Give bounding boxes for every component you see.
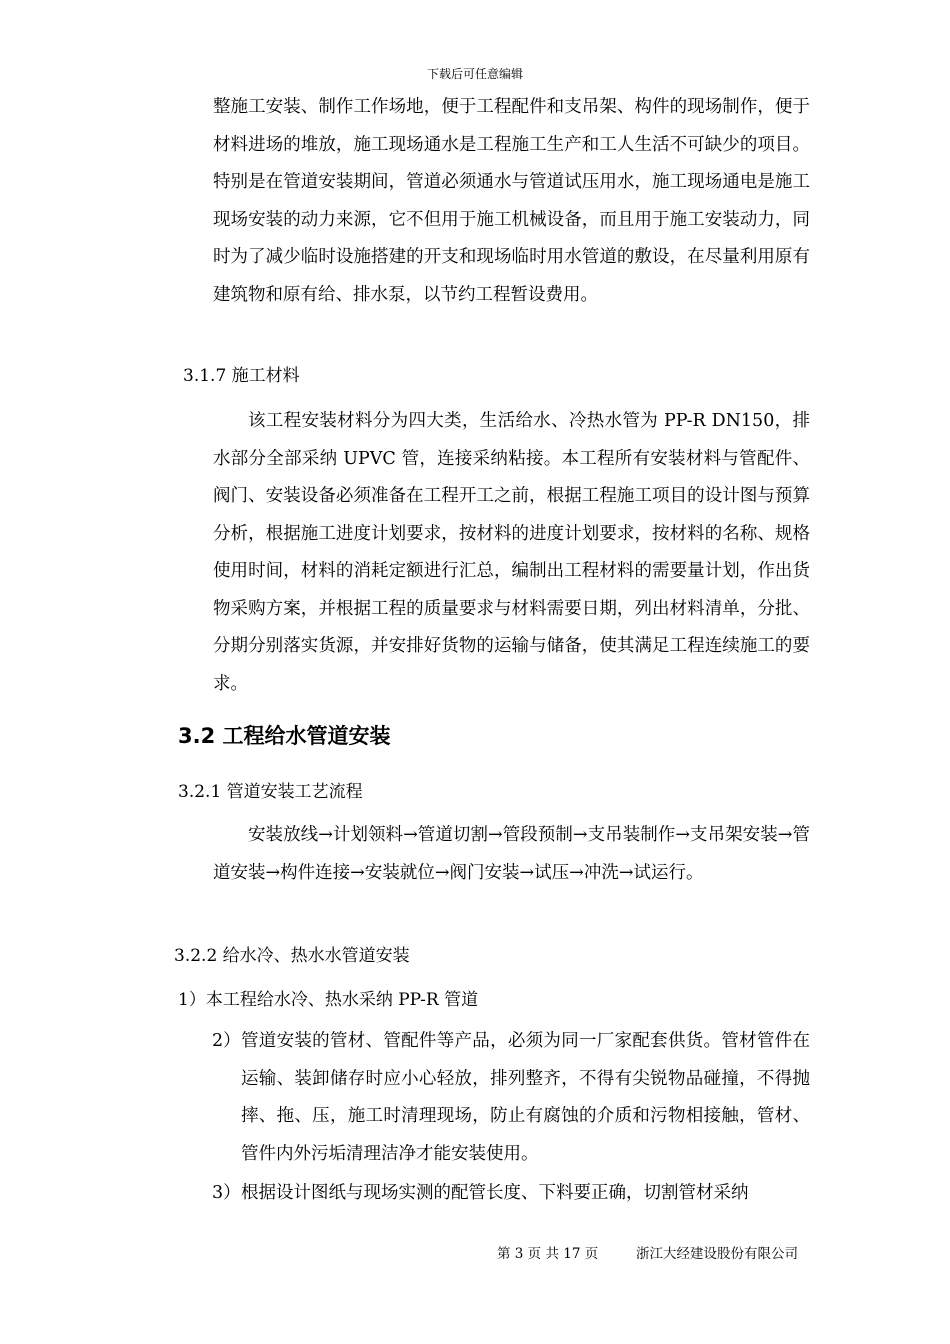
list-item-2-text: 管道安装的管材、管配件等产品，必须为同一厂家配套供货。管材管件在运输、装卸储存时应小心轻放，排列整齐，不得有尖锐物品碰撞，不得抛摔、拖、压，施工时清理现场，防止有腐蚀的介质和污物相接触，管材、管件内外污垢清理洁净才能安装使用。 xyxy=(241,1031,810,1164)
list-item-3 xyxy=(212,1175,810,1213)
list-item-3-text: 根据设计图纸与现场实测的配管长度、下料要正确，切割管材采纳 xyxy=(241,1183,749,1203)
list-item-2-number: 2） xyxy=(212,1031,241,1051)
footer-company-name: 浙江大经建设股份有限公司 xyxy=(636,1246,798,1262)
section-heading-3-2: 3.2 工程给水管道安装 xyxy=(178,724,391,748)
header-note: 下载后可任意编辑 xyxy=(426,67,523,81)
subsection-heading-3-2-2: 3.2.2 给水冷、热水水管道安装 xyxy=(174,946,410,966)
list-item-1: 1）本工程给水冷、热水采纳 PP-R 管道 xyxy=(178,990,479,1010)
list-item-2 xyxy=(212,1023,810,1173)
paragraph-continued: 整施工安装、制作工作场地，便于工程配件和支吊架、构件的现场制作，便于材料进场的堆放，施工现场通水是工程施工生产和工人生活不可缺少的项目。特别是在管道安装期间，管道必须通水与管道试压用水，施工现场通电是施工现场安装的动力来源，它不但用于施工机械设备，而且用于施工安装动力，同时为了减少临时设施搭建的开支和现场临时用水管道的敷设，在尽量利用原有建筑物和原有给、排水泵，以节约工程暂设费用。 xyxy=(213,97,810,305)
paragraph-construction-materials: 该工程安装材料分为四大类，生活给水、冷热水管为 PP-R DN150，排水部分全部采纳 UPVC 管，连接采纳粘接。本工程所有安装材料与管配件、阀门、安装设备必须准备在工程开工之前，根据工程施工项目的设计图与预算分析，根据施工进度计划要求，按材料的进度计划要求，按材料的名称、规格使用时间，材料的消耗定额进行汇总，编制出工程材料的需要量计划，作出货物采购方案，并根据工程的质量要求与材料需要日期，列出材料清单，分批、分期分别落实货源，并安排好货物的运输与储备，使其满足工程连续施工的要求。 xyxy=(213,411,810,694)
footer-page-number: 第 3 页 共 17 页 xyxy=(497,1246,599,1262)
subsection-heading-3-1-7: 3.1.7 施工材料 xyxy=(183,366,300,386)
paragraph-installation-process: 安装放线→计划领料→管道切割→管段预制→支吊装制作→支吊架安装→管道安装→构件连接→安装就位→阀门安装→试压→冲洗→试运行。 xyxy=(213,825,810,883)
subsection-heading-3-2-1: 3.2.1 管道安装工艺流程 xyxy=(178,782,363,802)
list-item-3-number: 3） xyxy=(212,1183,241,1203)
